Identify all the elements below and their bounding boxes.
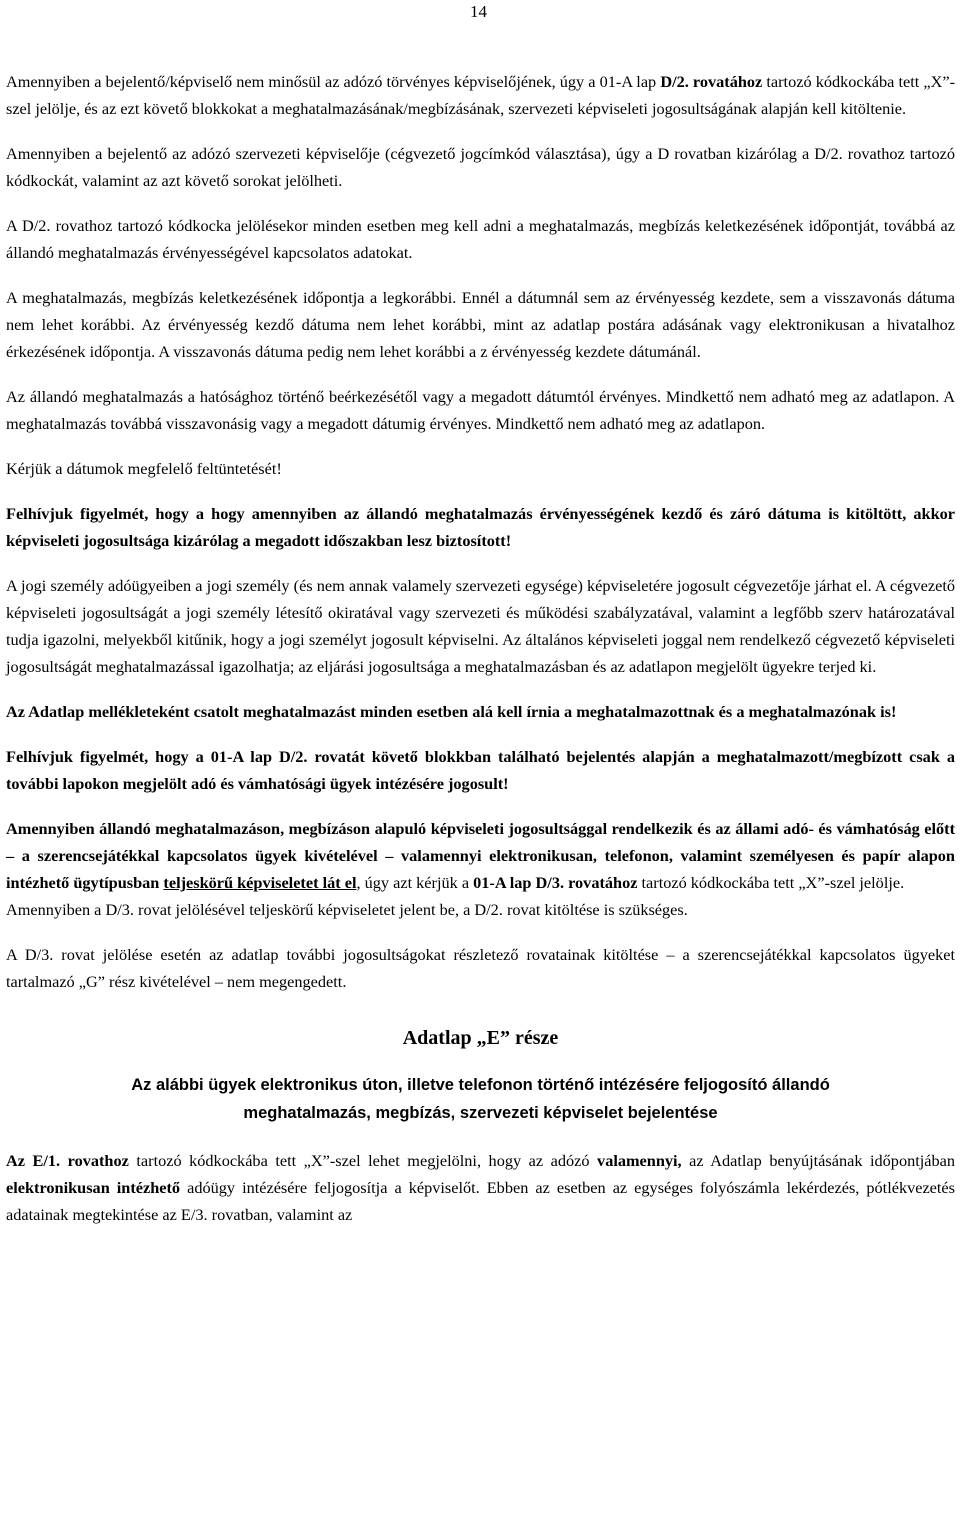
paragraph-representative-d2 xyxy=(6,68,955,122)
document-body xyxy=(6,68,955,1246)
underlined-bold-segment: teljeskörű képviseletet lát el xyxy=(163,873,357,892)
text-segment: adóügy intézésére feljogosítja a képviselőt. Ebben az esetben az egységes folyószámla lekérdezés, pótlékvezetés adatainak megtekintése az E/3. rovatban, valamint az xyxy=(6,1178,955,1224)
bold-segment: 01-A lap D/3. rovatához xyxy=(473,873,638,892)
bold-segment: Az E/1. rovathoz xyxy=(6,1151,129,1170)
text-segment: tartozó kódkockába tett „X”-szel jelölje. xyxy=(637,873,905,892)
paragraph-d3-requires-d2: Amennyiben a D/3. rovat jelölésével teljeskörű képviseletet jelent be, a D/2. rovat kitöltése is szükséges. xyxy=(6,900,688,919)
section-title: Adatlap „E” része xyxy=(402,1027,559,1049)
paragraph-date-rules: A meghatalmazás, megbízás keletkezésének időpontja a legkorábbi. Ennél a dátumnál sem az érvényesség kezdete, sem a visszavonás dátuma nem lehet korábbi. Az érvényesség kezdő dátuma nem lehet korábbi, mint az adatlap postára adásának vagy elektronikusan a hivatalhoz érkezésének időpontja. A visszavonás dátuma pedig nem lehet korábbi a z érvényesség kezdete dátumánál. xyxy=(6,288,955,361)
text-segment: Amennyiben a bejelentő/képviselő nem minősül az adózó törvényes képviselőjének, úgy a 01-A lap xyxy=(6,72,661,91)
bold-segment: Felhívjuk figyelmét, hogy a hogy amennyiben az állandó meghatalmazás érvényességének kezdő és záró dátuma is kitöltött, akkor képviseleti jogosultsága kizárólag a megadott időszakban lesz biztosított! xyxy=(6,504,955,550)
paragraph-d3-restriction: A D/3. rovat jelölése esetén az adatlap további jogosultságokat részletező rovatainak kitöltése – a szerencsejátékkal kapcsolatos ügyeket tartalmazó „G” rész kivételével – nem megengedett. xyxy=(6,945,955,991)
section-subtitle xyxy=(6,1071,955,1127)
paragraph-permanent-authorization: Az állandó meghatalmazás a hatósághoz történő beérkezésétől vagy a megadott dátumtól érvényes. Mindkettő nem adható meg az adatlapon. A meghatalmazás továbbá visszavonásig vagy a megadott dátumig érvényes. Mindkettő nem adható meg az adatlapon. xyxy=(6,387,955,433)
text-segment: tartozó kódkockába tett „X”-szel jelölje, és az ezt követő blokkokat a meghatalmazásának/megbízásának, szervezeti képviseleti jogosultságának alapján kell kitöltenie. xyxy=(6,72,956,118)
paragraph-full-representation-d3 xyxy=(6,815,955,896)
bold-segment: elektronikusan intézhető xyxy=(6,1178,181,1197)
paragraph-date-request: Kérjük a dátumok megfelelő feltüntetését! xyxy=(6,459,282,478)
bold-segment: D/2. rovatához xyxy=(660,72,763,91)
bold-segment: Felhívjuk figyelmét, hogy a 01-A lap D/2. rovatát követő blokkban található bejelentés alapján a meghatalmazott/megbízott csak a további lapokon megjelölt adó és vámhatósági ügyek intézésére jogosult! xyxy=(6,747,955,793)
page-number: 14 xyxy=(470,2,487,21)
paragraph-e1 xyxy=(6,1147,955,1228)
subtitle-line-1: Az alábbi ügyek elektronikus úton, illetve telefonon történő intézésére feljogosító állandó xyxy=(131,1076,830,1094)
notice-signature-required xyxy=(6,698,955,725)
text-segment: , úgy azt kérjük a xyxy=(356,873,474,892)
paragraph-organizational-representative: Amennyiben a bejelentő az adózó szervezeti képviselője (cégvezető jogcímkód választása), úgy a D rovatban kizárólag a D/2. rovathoz tartozó kódkockát, valamint az azt követő sorokat jelölheti. xyxy=(6,144,955,190)
paragraph-d2-dates: A D/2. rovathoz tartozó kódkocka jelölésekor minden esetben meg kell adni a meghatalmazás, megbízás keletkezésének időpontját, továbbá az állandó meghatalmazás érvényességével kapcsolatos adatokat. xyxy=(6,216,955,262)
bold-segment: Amennyiben állandó meghatalmazáson, megbízáson alapuló képviseleti jogosultsággal rendelkezik és az állami adó- és vámhatóság előtt – a szerencsejátékkal kapcsolatos ügyek kivételével – valamennyi elektronikusan, telefonon, valamint személyesen és papír alapon intézhető ügytípusban xyxy=(6,819,955,892)
subtitle-line-2: meghatalmazás, megbízás, szervezeti képviselet bejelentése xyxy=(243,1104,718,1122)
notice-d2-scope xyxy=(6,743,955,797)
text-segment: tartozó kódkockába tett „X”-szel lehet megjelölni, hogy az adózó xyxy=(128,1151,598,1170)
paragraph-legal-person: A jogi személy adóügyeiben a jogi személy (és nem annak valamely szervezeti egysége) képviseletére jogosult cégvezetője járhat el. A cégvezető képviseleti jogosultságát a jogi személy létesítő okiratával vagy szervezeti és működési szabályzatával, valamint a legfőbb szerv határozatával tudja igazolni, melyekből kitűnik, hogy a jogi személyt jogosult képviselni. Az általános képviseleti joggal nem rendelkező cégvezető képviseleti jogosultságát meghatalmazással igazolhatja; az eljárási jogosultsága a meghatalmazásban és az adatlapon megjelölt ügyekre terjed ki. xyxy=(6,576,955,676)
bold-segment: Az Adatlap mellékleteként csatolt meghatalmazást minden esetben alá kell írnia a meghatalmazottnak és a meghatalmazónak is! xyxy=(6,702,897,721)
text-segment: az Adatlap benyújtásának időpontjában xyxy=(681,1151,956,1170)
notice-validity-period xyxy=(6,500,955,554)
bold-segment: valamennyi, xyxy=(597,1151,682,1170)
